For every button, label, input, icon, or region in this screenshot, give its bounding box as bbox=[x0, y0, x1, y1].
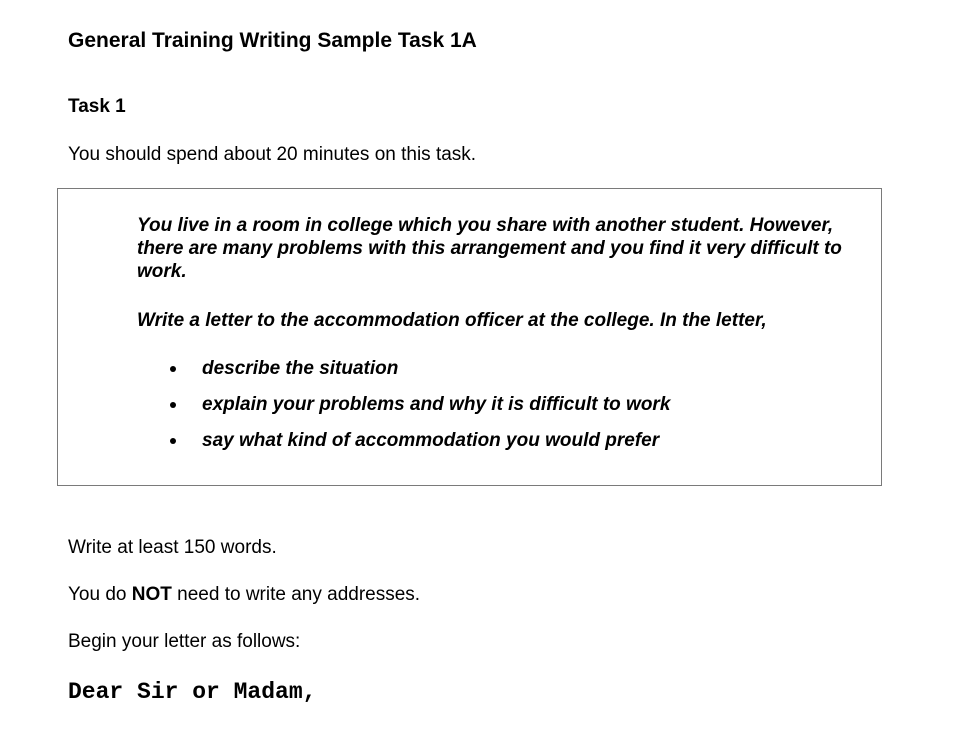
task-instruction: Write a letter to the accommodation officer at the college. In the letter, bbox=[137, 310, 767, 331]
task-heading: Task 1 bbox=[68, 96, 126, 117]
address-note bbox=[68, 583, 420, 607]
word-count-instruction: Write at least 150 words. bbox=[68, 537, 277, 558]
task-bullet-text: say what kind of accommodation you would prefer bbox=[202, 430, 660, 451]
task-bullet-text: explain your problems and why it is difficult to work bbox=[202, 394, 671, 415]
address-note-before: You do bbox=[68, 584, 132, 605]
page-title: General Training Writing Sample Task 1A bbox=[68, 29, 477, 52]
time-instruction: You should spend about 20 minutes on this task. bbox=[68, 144, 477, 165]
address-note-after: need to write any addresses. bbox=[171, 584, 421, 605]
begin-instruction: Begin your letter as follows: bbox=[68, 631, 301, 652]
task-bullet-text: describe the situation bbox=[202, 358, 399, 379]
task-prompt: You live in a room in college which you share with another student. However, there are many problems with this arrangement and you find it very difficult to work. bbox=[137, 215, 842, 282]
task-box bbox=[57, 188, 882, 486]
letter-greeting: Dear Sir or Madam, bbox=[68, 679, 317, 705]
bullet-icon bbox=[170, 366, 176, 372]
bullet-icon bbox=[170, 402, 176, 408]
bullet-icon bbox=[170, 438, 176, 444]
address-note-emphasis: NOT bbox=[131, 584, 172, 605]
